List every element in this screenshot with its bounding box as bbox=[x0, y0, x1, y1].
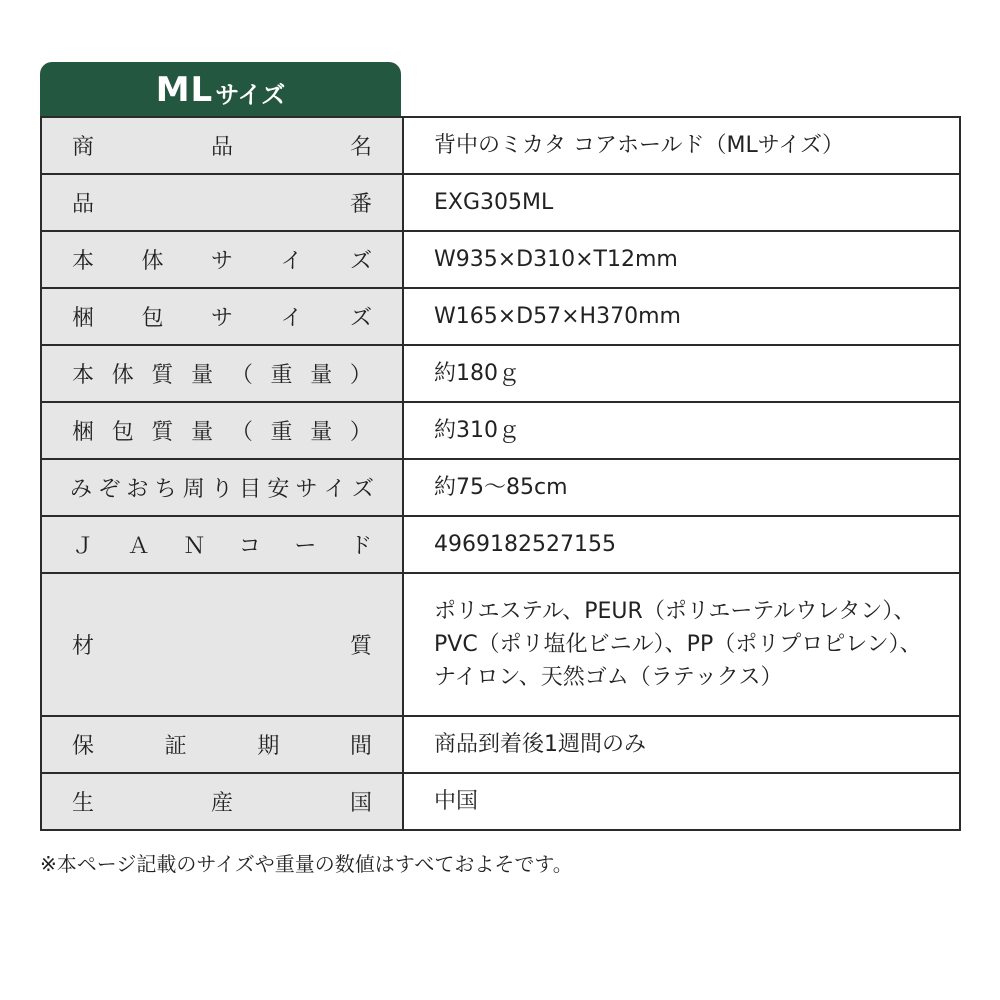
spec-table bbox=[40, 116, 961, 831]
spec-label bbox=[41, 773, 403, 830]
spec-label-char: 品 bbox=[210, 135, 233, 160]
spec-label-char: サ bbox=[210, 249, 233, 274]
spec-label-char: 生 bbox=[72, 791, 95, 816]
spec-label-char: イ bbox=[280, 249, 303, 274]
spec-value-line: 中国 bbox=[434, 789, 479, 814]
spec-label-text bbox=[42, 786, 402, 817]
spec-label-char: 番 bbox=[349, 192, 372, 217]
spec-label bbox=[41, 573, 403, 716]
spec-row bbox=[41, 402, 960, 459]
spec-value bbox=[403, 573, 960, 716]
spec-label-char: サ bbox=[210, 306, 233, 331]
spec-label-text bbox=[42, 629, 402, 660]
spec-label-text bbox=[42, 415, 402, 446]
spec-label-char: 周 bbox=[182, 477, 205, 502]
size-tab-main: ML bbox=[155, 69, 214, 110]
spec-label-char: 体 bbox=[111, 363, 134, 388]
spec-value bbox=[403, 231, 960, 288]
spec-label-char: イ bbox=[323, 477, 346, 502]
spec-label-char: ー bbox=[294, 534, 317, 559]
spec-label-char: Ｊ bbox=[72, 534, 95, 559]
spec-label-char: コ bbox=[238, 534, 261, 559]
spec-label-char: 間 bbox=[349, 734, 372, 759]
spec-label-char: 名 bbox=[349, 135, 372, 160]
spec-label-char: Ａ bbox=[127, 534, 150, 559]
spec-label-char: 商 bbox=[72, 135, 95, 160]
spec-value bbox=[403, 345, 960, 402]
spec-value-line: W935×D310×T12mm bbox=[434, 247, 678, 272]
spec-value bbox=[403, 174, 960, 231]
spec-value bbox=[403, 402, 960, 459]
spec-label-char: 梱 bbox=[72, 306, 95, 331]
spec-label bbox=[41, 117, 403, 174]
spec-value-line: 約75〜85cm bbox=[434, 475, 568, 500]
spec-row bbox=[41, 516, 960, 573]
spec-row bbox=[41, 573, 960, 716]
spec-value-line: 約180ｇ bbox=[434, 361, 520, 386]
spec-value-line: 4969182527155 bbox=[434, 532, 616, 557]
spec-label-text bbox=[42, 729, 402, 760]
spec-label-char: ド bbox=[349, 534, 372, 559]
spec-label-char: 包 bbox=[111, 420, 134, 445]
spec-value-line: 背中のミカタ コアホールド（MLサイズ） bbox=[434, 133, 845, 158]
spec-label bbox=[41, 174, 403, 231]
spec-value-line: W165×D57×H370mm bbox=[434, 304, 681, 329]
spec-value-line: EXG305ML bbox=[434, 190, 554, 215]
spec-label bbox=[41, 345, 403, 402]
size-tab-sub: サイズ bbox=[215, 81, 286, 109]
spec-value bbox=[403, 716, 960, 773]
spec-label-char: ズ bbox=[351, 477, 374, 502]
spec-label-char: 梱 bbox=[72, 420, 95, 445]
spec-label-text bbox=[42, 244, 402, 275]
spec-label-char: 産 bbox=[210, 791, 233, 816]
spec-label-char: イ bbox=[280, 306, 303, 331]
spec-label-char: 質 bbox=[151, 363, 174, 388]
spec-label-char: 品 bbox=[72, 192, 95, 217]
spec-label-char: 重 bbox=[270, 420, 293, 445]
spec-value bbox=[403, 516, 960, 573]
spec-value bbox=[403, 773, 960, 830]
spec-label-char: （ bbox=[230, 363, 253, 388]
spec-label-char: 安 bbox=[267, 477, 290, 502]
spec-label-char: ） bbox=[349, 420, 372, 445]
spec-row bbox=[41, 117, 960, 174]
spec-label-char: 質 bbox=[349, 634, 372, 659]
spec-label-char: お bbox=[126, 477, 149, 502]
spec-row bbox=[41, 174, 960, 231]
spec-value-line: ナイロン、天然ゴム（ラテックス） bbox=[434, 665, 783, 690]
spec-label-char: ぞ bbox=[98, 477, 121, 502]
spec-label-char: 量 bbox=[191, 420, 214, 445]
spec-label-char: 体 bbox=[141, 249, 164, 274]
spec-label-char: Ｎ bbox=[183, 534, 206, 559]
spec-label-char: 国 bbox=[349, 791, 372, 816]
spec-label-char: 質 bbox=[151, 420, 174, 445]
spec-label-text bbox=[42, 130, 402, 161]
spec-label-char: （ bbox=[230, 420, 253, 445]
spec-label-char: ズ bbox=[349, 306, 372, 331]
spec-label-char: 目 bbox=[239, 477, 262, 502]
spec-label-char: 量 bbox=[310, 363, 333, 388]
spec-label-char: サ bbox=[295, 477, 318, 502]
spec-label-char: 保 bbox=[72, 734, 95, 759]
spec-value-line: 商品到着後1週間のみ bbox=[434, 732, 646, 757]
size-tab bbox=[40, 62, 401, 117]
spec-label-text bbox=[42, 529, 402, 560]
spec-row bbox=[41, 773, 960, 830]
spec-label bbox=[41, 288, 403, 345]
spec-label bbox=[41, 459, 403, 516]
spec-row bbox=[41, 459, 960, 516]
spec-row bbox=[41, 231, 960, 288]
spec-row bbox=[41, 716, 960, 773]
spec-label-char: ち bbox=[154, 477, 177, 502]
spec-value bbox=[403, 459, 960, 516]
footnote: ※本ページ記載のサイズや重量の数値はすべておよそです。 bbox=[40, 852, 573, 876]
spec-label bbox=[41, 516, 403, 573]
spec-label bbox=[41, 231, 403, 288]
spec-value-line: ポリエステル、PEUR（ポリエーテルウレタン）、 bbox=[434, 599, 916, 624]
spec-label-text bbox=[42, 187, 402, 218]
spec-row bbox=[41, 345, 960, 402]
spec-label-char: り bbox=[210, 477, 233, 502]
spec-label-char: 量 bbox=[310, 420, 333, 445]
spec-value-line: PVC（ポリ塩化ビニル）、PP（ポリプロピレン）、 bbox=[434, 632, 922, 657]
spec-label-text bbox=[42, 472, 402, 503]
spec-value bbox=[403, 117, 960, 174]
spec-label-char: ズ bbox=[349, 249, 372, 274]
spec-label-char: 材 bbox=[72, 634, 95, 659]
spec-label bbox=[41, 402, 403, 459]
spec-label-text bbox=[42, 301, 402, 332]
spec-label-char: 重 bbox=[270, 363, 293, 388]
spec-value-line: 約310ｇ bbox=[434, 418, 520, 443]
spec-label-char: 本 bbox=[72, 249, 95, 274]
spec-label-char: 期 bbox=[257, 734, 280, 759]
spec-label-char: み bbox=[70, 477, 93, 502]
spec-label-text bbox=[42, 358, 402, 389]
spec-label bbox=[41, 716, 403, 773]
spec-row bbox=[41, 288, 960, 345]
spec-label-char: 量 bbox=[191, 363, 214, 388]
spec-label-char: 包 bbox=[141, 306, 164, 331]
spec-label-char: 証 bbox=[164, 734, 187, 759]
spec-label-char: ） bbox=[349, 363, 372, 388]
spec-label-char: 本 bbox=[72, 363, 95, 388]
spec-value bbox=[403, 288, 960, 345]
